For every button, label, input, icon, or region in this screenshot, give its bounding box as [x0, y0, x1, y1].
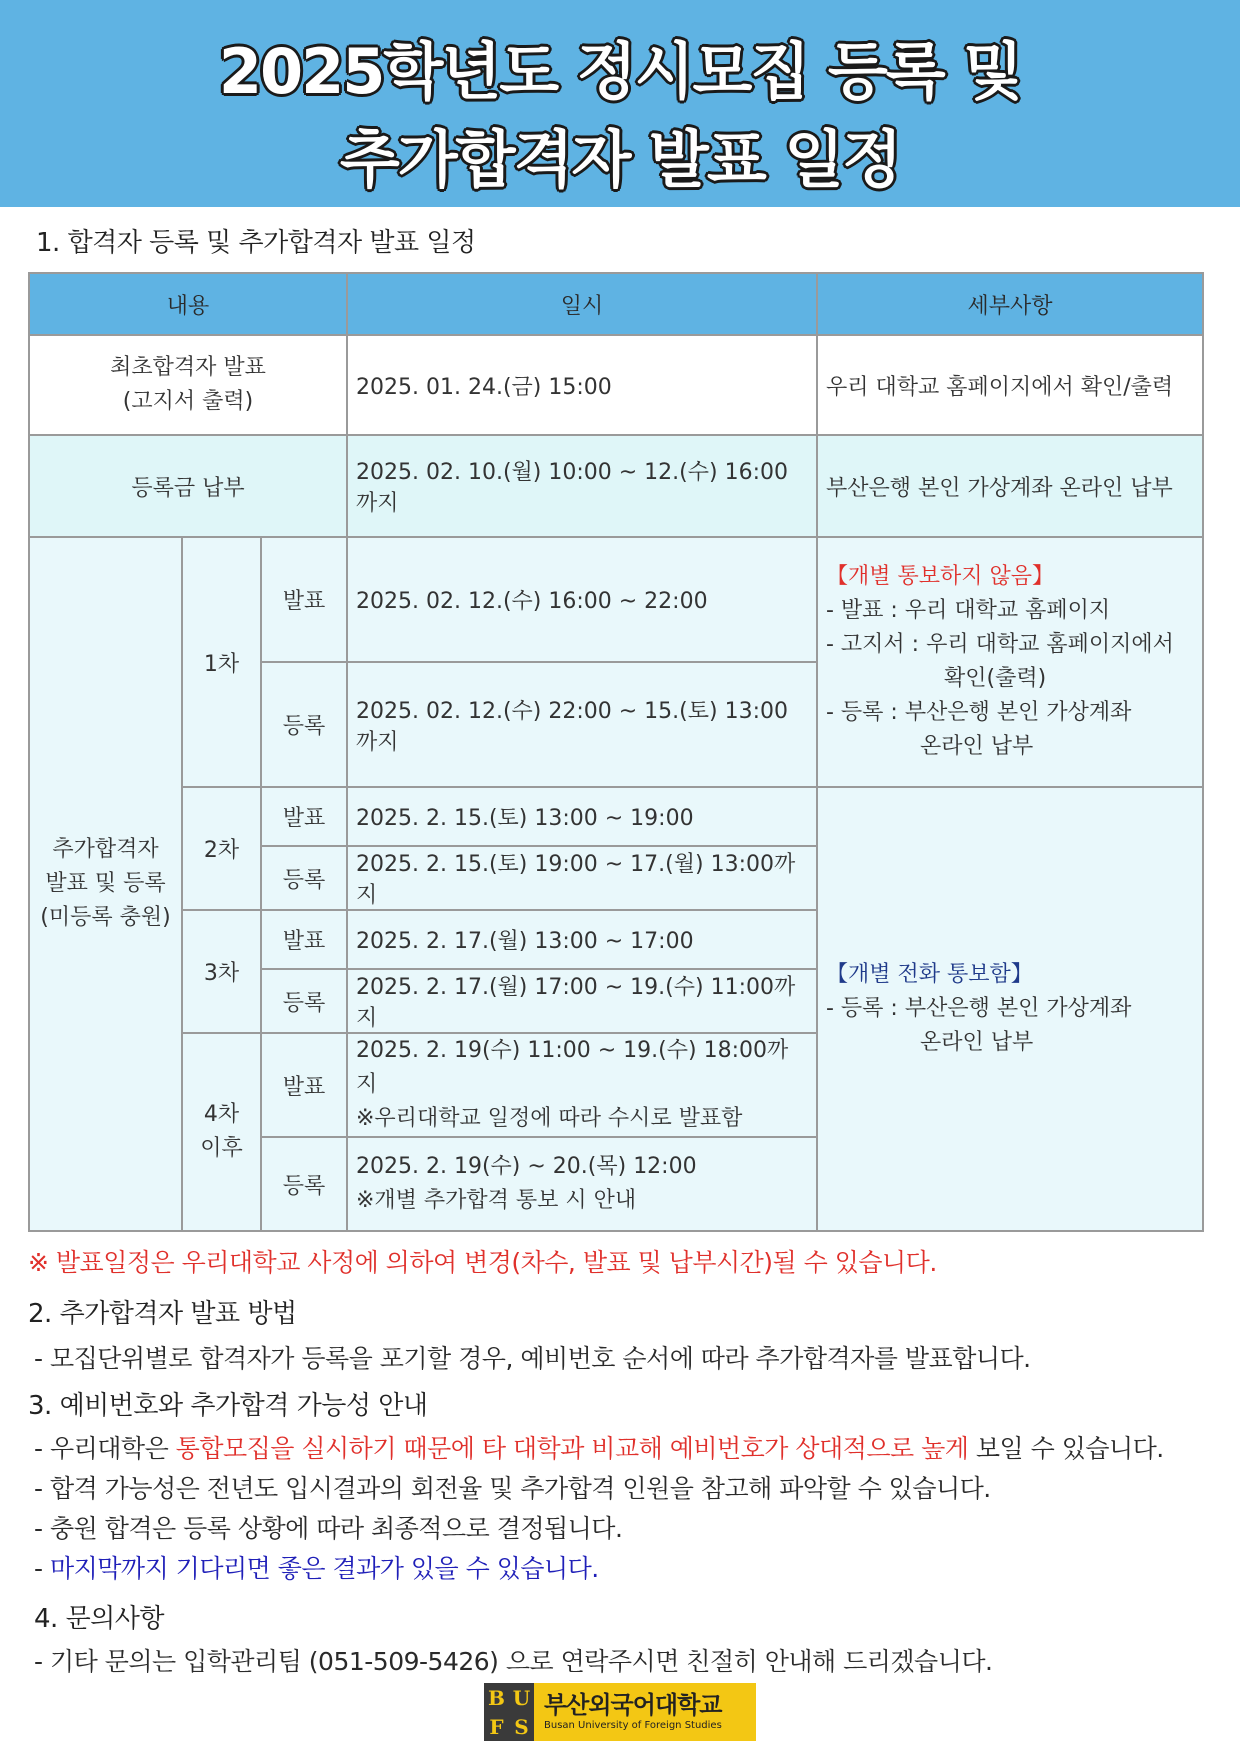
first-announce-label: 최초합격자 발표 (고지서 출력): [29, 335, 347, 435]
first-announce-date: 2025. 01. 24.(금) 15:00: [347, 335, 817, 435]
round1-label: 1차: [182, 537, 261, 787]
schedule-change-notice: ※ 발표일정은 우리대학교 사정에 의하여 변경(차수, 발표 및 납부시간)될 수 있습니다.: [28, 1248, 937, 1277]
round1-detail-heading: 【개별 통보하지 않음】: [826, 564, 1055, 589]
round4-announce-label: 발표: [261, 1033, 347, 1137]
round4-register-label: 등록: [261, 1137, 347, 1231]
fee-label: 등록금 납부: [29, 435, 347, 537]
fee-detail: 부산은행 본인 가상계좌 온라인 납부: [817, 435, 1203, 537]
round4-announce-date: 2025. 2. 19(수) 11:00 ~ 19.(수) 18:00까지 ※우리대학교 일정에 따라 수시로 발표함: [347, 1033, 817, 1137]
later-rounds-detail: 【개별 전화 통보함】 - 등록 : 부산은행 본인 가상계좌 온라인 납부: [817, 787, 1203, 1231]
logo-name-en: Busan University of Foreign Studies: [544, 1720, 722, 1731]
fee-date: 2025. 02. 10.(월) 10:00 ~ 12.(수) 16:00까지: [347, 435, 817, 537]
table-header-row: [29, 273, 1203, 335]
round2-label: 2차: [182, 787, 261, 910]
table-row-fee: [29, 435, 1203, 537]
university-logo: [484, 1683, 756, 1741]
header-details: 세부사항: [817, 273, 1203, 335]
header-datetime: 일시: [347, 273, 817, 335]
section4-title: 4. 문의사항: [34, 1604, 165, 1634]
round4-label: 4차 이후: [182, 1033, 261, 1231]
round4-register-date: 2025. 2. 19(수) ~ 20.(목) 12:00 ※개별 추가합격 통보 시 안내: [347, 1137, 817, 1231]
section3-line2: - 합격 가능성은 전년도 입시결과의 회전율 및 추가합격 인원을 참고해 파악할 수 있습니다.: [34, 1474, 991, 1503]
header-content: 내용: [29, 273, 347, 335]
round3-label: 3차: [182, 910, 261, 1033]
round3-register-date: 2025. 2. 17.(월) 17:00 ~ 19.(수) 11:00까지: [347, 969, 817, 1033]
round1-detail: 【개별 통보하지 않음】 - 발표 : 우리 대학교 홈페이지 - 고지서 : 우리 대학교 홈페이지에서 확인(출력) - 등록 : 부산은행 본인 가상계좌 온라인 납부: [817, 537, 1203, 787]
section3-line3: - 충원 합격은 등록 상황에 따라 최종적으로 결정됩니다.: [34, 1514, 623, 1543]
bufs-mark-icon: B U F S: [484, 1683, 534, 1741]
round2-register-label: 등록: [261, 846, 347, 910]
round1-announce-date: 2025. 02. 12.(수) 16:00 ~ 22:00: [347, 537, 817, 662]
round2-announce-label: 발표: [261, 787, 347, 846]
later-detail-heading: 【개별 전화 통보함】: [826, 962, 1033, 987]
section2-title: 2. 추가합격자 발표 방법: [28, 1299, 297, 1329]
banner-title-line2: 추가합격자 발표 일정: [339, 123, 901, 196]
banner-title-line1: 2025학년도 정시모집 등록 및: [218, 35, 1022, 108]
section2-line: - 모집단위별로 합격자가 등록을 포기할 경우, 예비번호 순서에 따라 추가합격자를 발표합니다.: [34, 1344, 1031, 1373]
logo-name-kr: 부산외국어대학교: [544, 1691, 722, 1719]
round2-register-date: 2025. 2. 15.(토) 19:00 ~ 17.(월) 13:00까지: [347, 846, 817, 910]
first-announce-detail: 우리 대학교 홈페이지에서 확인/출력: [817, 335, 1203, 435]
section3-title: 3. 예비번호와 추가합격 가능성 안내: [28, 1391, 428, 1421]
table-row-round2-announce: [29, 787, 1203, 846]
table-row-first-announce: [29, 335, 1203, 435]
round1-register-date: 2025. 02. 12.(수) 22:00 ~ 15.(토) 13:00까지: [347, 662, 817, 787]
round3-announce-date: 2025. 2. 17.(월) 13:00 ~ 17:00: [347, 910, 817, 969]
highlight-red-text: 통합모집을 실시하기 때문에 타 대학과 비교해 예비번호가 상대적으로 높게: [175, 1434, 969, 1463]
section1-title: 1. 합격자 등록 및 추가합격자 발표 일정: [36, 228, 476, 258]
additional-label: 추가합격자 발표 및 등록 (미등록 충원): [29, 537, 182, 1231]
section3-line4: - 마지막까지 기다리면 좋은 결과가 있을 수 있습니다.: [34, 1554, 599, 1583]
round3-announce-label: 발표: [261, 910, 347, 969]
round1-register-label: 등록: [261, 662, 347, 787]
highlight-blue-text: 마지막까지 기다리면 좋은 결과가 있을 수 있습니다.: [49, 1554, 599, 1583]
schedule-table: [28, 272, 1204, 1232]
section4-line: - 기타 문의는 입학관리팀 (051-509-5426) 으로 연락주시면 친절히 안내해 드리겠습니다.: [34, 1647, 993, 1676]
round1-announce-label: 발표: [261, 537, 347, 662]
title-banner: [0, 0, 1240, 207]
table-row-round1-announce: [29, 537, 1203, 662]
round3-register-label: 등록: [261, 969, 347, 1033]
round2-announce-date: 2025. 2. 15.(토) 13:00 ~ 19:00: [347, 787, 817, 846]
section3-line1: - 우리대학은 통합모집을 실시하기 때문에 타 대학과 비교해 예비번호가 상대적으로 높게 보일 수 있습니다.: [34, 1434, 1164, 1463]
